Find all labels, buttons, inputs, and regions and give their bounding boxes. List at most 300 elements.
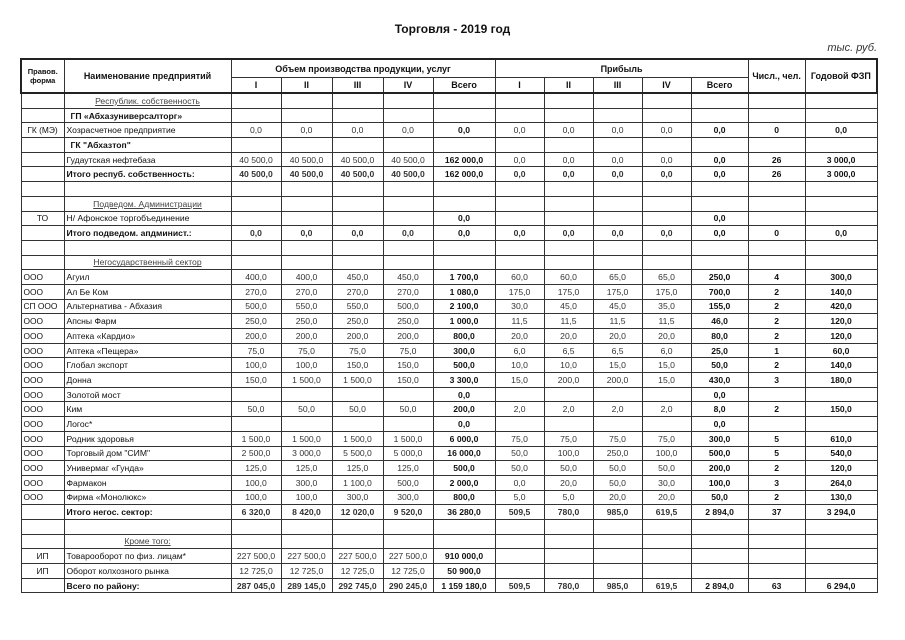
value-cell: 0,0 [433,226,495,241]
table-row [21,519,877,534]
value-cell: 75,0 [383,343,433,358]
value-cell: 150,0 [383,358,433,373]
company-name-cell: Оборот колхозного рынка [64,564,231,579]
value-cell: 2 [748,284,805,299]
value-cell [593,138,642,153]
value-cell [433,93,495,108]
value-cell: 36 280,0 [433,505,495,520]
legal-form-cell: ООО [21,461,64,476]
value-cell [231,93,281,108]
value-cell: 2,0 [495,402,544,417]
value-cell: 100,0 [642,446,691,461]
value-cell: 509,5 [495,505,544,520]
value-cell [281,255,332,270]
header-profit: Прибыль [495,59,748,78]
value-cell [593,196,642,211]
value-cell [383,211,433,226]
value-cell: 0,0 [281,123,332,138]
value-cell: 20,0 [593,329,642,344]
value-cell: 985,0 [593,505,642,520]
value-cell: 0,0 [231,226,281,241]
table-row [21,182,877,197]
value-cell: 500,0 [433,358,495,373]
value-cell [593,182,642,197]
value-cell: 0,0 [691,152,748,167]
value-cell: 3 000,0 [281,446,332,461]
value-cell [691,240,748,255]
value-cell [642,240,691,255]
table-row [21,299,877,314]
volume-quarter-header: II [281,78,332,94]
company-name-cell: Фармакон [64,475,231,490]
value-cell [748,417,805,432]
value-cell [748,182,805,197]
value-cell: 130,0 [805,490,877,505]
value-cell [593,387,642,402]
value-cell [593,519,642,534]
value-cell: 26 [748,152,805,167]
value-cell: 175,0 [495,284,544,299]
value-cell [642,417,691,432]
trade-table [20,58,878,593]
value-cell [332,182,383,197]
value-cell: 227 500,0 [281,549,332,564]
value-cell [281,108,332,123]
value-cell: 300,0 [383,490,433,505]
value-cell: 65,0 [642,270,691,285]
value-cell: 5,0 [495,490,544,505]
legal-form-cell [21,138,64,153]
value-cell [805,182,877,197]
value-cell: 0,0 [642,167,691,182]
value-cell: 120,0 [805,461,877,476]
value-cell [231,534,281,549]
value-cell: 40 500,0 [332,152,383,167]
value-cell [805,108,877,123]
value-cell [642,211,691,226]
value-cell: 0,0 [691,167,748,182]
value-cell: 0,0 [495,123,544,138]
value-cell: 550,0 [281,299,332,314]
value-cell [544,108,593,123]
value-cell [281,211,332,226]
table-row [21,284,877,299]
value-cell [544,93,593,108]
value-cell [805,417,877,432]
value-cell: 400,0 [231,270,281,285]
value-cell: 2 000,0 [433,475,495,490]
value-cell: 1 100,0 [332,475,383,490]
table-row [21,387,877,402]
value-cell [332,534,383,549]
value-cell: 20,0 [544,329,593,344]
company-name-cell: Донна [64,373,231,388]
company-name-cell: Н/ Афонское торгобъединение [64,211,231,226]
value-cell [805,387,877,402]
value-cell [332,196,383,211]
value-cell: 5 000,0 [383,446,433,461]
legal-form-cell [21,578,64,593]
value-cell: 200,0 [231,329,281,344]
value-cell [281,196,332,211]
value-cell: 65,0 [593,270,642,285]
value-cell: 0,0 [544,167,593,182]
company-name-cell: Итого негос. сектор: [64,505,231,520]
value-cell: 2 [748,402,805,417]
company-name-cell: Родник здоровья [64,431,231,446]
value-cell [231,196,281,211]
value-cell: 300,0 [433,343,495,358]
company-name-cell: Республик. собственность [64,93,231,108]
value-cell: 50,0 [691,358,748,373]
value-cell: 619,5 [642,578,691,593]
value-cell [281,387,332,402]
value-cell [642,138,691,153]
table-row [21,461,877,476]
value-cell [593,255,642,270]
table-row [21,240,877,255]
value-cell [642,93,691,108]
value-cell [805,549,877,564]
value-cell: 0,0 [544,123,593,138]
value-cell [495,564,544,579]
value-cell [544,182,593,197]
profit-quarter-header: II [544,78,593,94]
value-cell: 0,0 [433,211,495,226]
value-cell [495,387,544,402]
value-cell [231,240,281,255]
value-cell: 250,0 [281,314,332,329]
value-cell: 200,0 [383,329,433,344]
value-cell [383,534,433,549]
value-cell: 0,0 [495,226,544,241]
company-name-cell: Золотой мост [64,387,231,402]
value-cell: 0,0 [593,226,642,241]
value-cell: 5 [748,446,805,461]
profit-quarter-header: Всего [691,78,748,94]
value-cell: 45,0 [593,299,642,314]
value-cell [433,519,495,534]
value-cell [642,387,691,402]
value-cell: 100,0 [691,475,748,490]
company-name-cell: Торговый дом "СИМ" [64,446,231,461]
value-cell: 0,0 [691,226,748,241]
value-cell [748,240,805,255]
value-cell: 12 725,0 [332,564,383,579]
value-cell: 3 300,0 [433,373,495,388]
value-cell [544,211,593,226]
value-cell: 6 000,0 [433,431,495,446]
company-name-cell [64,519,231,534]
value-cell [281,534,332,549]
value-cell: 300,0 [281,475,332,490]
value-cell: 800,0 [433,329,495,344]
value-cell [593,534,642,549]
value-cell: 420,0 [805,299,877,314]
value-cell [805,196,877,211]
value-cell: 0,0 [642,226,691,241]
value-cell [642,534,691,549]
value-cell: 75,0 [593,431,642,446]
value-cell [748,138,805,153]
value-cell: 80,0 [691,329,748,344]
value-cell [748,255,805,270]
value-cell: 75,0 [642,431,691,446]
value-cell: 227 500,0 [383,549,433,564]
legal-form-cell: ООО [21,402,64,417]
value-cell [495,182,544,197]
value-cell: 75,0 [231,343,281,358]
units-label: тыс. руб. [827,42,877,54]
legal-form-cell: ТО [21,211,64,226]
value-cell: 50,0 [231,402,281,417]
value-cell: 0,0 [593,167,642,182]
value-cell: 5,0 [544,490,593,505]
value-cell: 50,0 [495,446,544,461]
value-cell: 20,0 [642,329,691,344]
company-name-cell: Универмаг «Гунда» [64,461,231,476]
value-cell: 155,0 [691,299,748,314]
value-cell: 15,0 [593,358,642,373]
value-cell: 12 725,0 [281,564,332,579]
value-cell: 0,0 [593,123,642,138]
company-name-cell [64,182,231,197]
company-name-cell: Глобал экспорт [64,358,231,373]
value-cell: 0,0 [433,123,495,138]
legal-form-cell [21,167,64,182]
value-cell: 162 000,0 [433,152,495,167]
value-cell [433,534,495,549]
value-cell: 430,0 [691,373,748,388]
value-cell: 10,0 [495,358,544,373]
value-cell [495,93,544,108]
value-cell: 610,0 [805,431,877,446]
company-name-cell: Негосударственный сектор [64,255,231,270]
table-row [21,490,877,505]
value-cell [231,211,281,226]
legal-form-cell: ООО [21,490,64,505]
company-name-cell: Всего по району: [64,578,231,593]
value-cell [691,182,748,197]
value-cell: 20,0 [642,490,691,505]
legal-form-cell [21,182,64,197]
value-cell: 20,0 [593,490,642,505]
legal-form-cell: ИП [21,549,64,564]
value-cell [642,519,691,534]
table-row [21,152,877,167]
value-cell: 6,5 [593,343,642,358]
value-cell: 0,0 [593,152,642,167]
value-cell: 227 500,0 [231,549,281,564]
legal-form-cell [21,152,64,167]
value-cell: 3 000,0 [805,167,877,182]
value-cell: 0,0 [433,417,495,432]
value-cell: 250,0 [383,314,433,329]
value-cell [433,138,495,153]
value-cell: 500,0 [433,461,495,476]
value-cell: 450,0 [383,270,433,285]
value-cell: 180,0 [805,373,877,388]
value-cell: 0,0 [495,167,544,182]
table-row [21,343,877,358]
legal-form-cell: ООО [21,373,64,388]
value-cell [642,196,691,211]
value-cell: 50,0 [691,490,748,505]
value-cell: 500,0 [231,299,281,314]
legal-form-cell [21,534,64,549]
value-cell: 910 000,0 [433,549,495,564]
value-cell: 0,0 [433,387,495,402]
value-cell: 227 500,0 [332,549,383,564]
value-cell [433,255,495,270]
value-cell: 1 500,0 [281,431,332,446]
value-cell [748,519,805,534]
value-cell: 2 [748,461,805,476]
value-cell: 500,0 [691,446,748,461]
profit-quarter-header: I [495,78,544,94]
volume-quarter-header: I [231,78,281,94]
value-cell: 200,0 [593,373,642,388]
company-name-cell: Апсны Фарм [64,314,231,329]
value-cell: 40 500,0 [383,167,433,182]
value-cell: 75,0 [544,431,593,446]
company-name-cell: Итого подведом. апдминист.: [64,226,231,241]
table-row [21,255,877,270]
value-cell: 0,0 [691,211,748,226]
value-cell: 40 500,0 [281,167,332,182]
value-cell [748,108,805,123]
value-cell: 200,0 [332,329,383,344]
value-cell: 6,0 [495,343,544,358]
value-cell: 125,0 [332,461,383,476]
table-row [21,549,877,564]
value-cell [231,255,281,270]
value-cell: 0,0 [281,226,332,241]
value-cell [495,549,544,564]
value-cell: 30,0 [642,475,691,490]
company-name-cell: Агуил [64,270,231,285]
value-cell: 140,0 [805,284,877,299]
value-cell: 16 000,0 [433,446,495,461]
value-cell [383,182,433,197]
value-cell: 270,0 [231,284,281,299]
value-cell: 1 500,0 [332,431,383,446]
value-cell: 11,5 [495,314,544,329]
value-cell: 200,0 [544,373,593,388]
value-cell [281,138,332,153]
value-cell: 800,0 [433,490,495,505]
value-cell [281,519,332,534]
value-cell [805,564,877,579]
value-cell [231,519,281,534]
value-cell [748,549,805,564]
value-cell: 6 320,0 [231,505,281,520]
company-name-cell: Хозрасчетное предприятие [64,123,231,138]
value-cell [495,138,544,153]
value-cell: 400,0 [281,270,332,285]
value-cell: 1 000,0 [433,314,495,329]
value-cell [593,211,642,226]
value-cell: 140,0 [805,358,877,373]
legal-form-cell [21,226,64,241]
volume-quarter-header: IV [383,78,433,94]
value-cell: 0,0 [383,123,433,138]
table-row [21,475,877,490]
value-cell [748,196,805,211]
value-cell: 45,0 [544,299,593,314]
value-cell: 40 500,0 [383,152,433,167]
value-cell: 11,5 [593,314,642,329]
document-title: Торговля - 2019 год [394,22,511,36]
value-cell: 0,0 [691,387,748,402]
value-cell [642,182,691,197]
value-cell: 75,0 [332,343,383,358]
value-cell: 300,0 [332,490,383,505]
value-cell: 780,0 [544,578,593,593]
value-cell: 5 500,0 [332,446,383,461]
value-cell [691,549,748,564]
value-cell: 270,0 [383,284,433,299]
value-cell: 60,0 [495,270,544,285]
value-cell [642,255,691,270]
value-cell [383,417,433,432]
value-cell [748,387,805,402]
value-cell: 100,0 [231,475,281,490]
value-cell: 63 [748,578,805,593]
value-cell: 20,0 [544,475,593,490]
company-name-cell: Гудаутская нефтебаза [64,152,231,167]
value-cell: 15,0 [495,373,544,388]
value-cell: 125,0 [281,461,332,476]
value-cell [332,387,383,402]
company-name-cell: Аптека «Пещера» [64,343,231,358]
value-cell: 10,0 [544,358,593,373]
value-cell: 3 000,0 [805,152,877,167]
table-row [21,578,877,593]
value-cell: 0,0 [805,226,877,241]
value-cell [691,519,748,534]
value-cell [433,240,495,255]
table-row [21,534,877,549]
value-cell [544,240,593,255]
value-cell: 150,0 [231,373,281,388]
value-cell: 40 500,0 [231,152,281,167]
table-row [21,167,877,182]
value-cell: 50,0 [383,402,433,417]
value-cell: 2 [748,490,805,505]
value-cell: 0,0 [495,152,544,167]
value-cell [383,93,433,108]
value-cell [383,108,433,123]
value-cell [433,196,495,211]
value-cell [805,240,877,255]
table-row [21,93,877,108]
value-cell: 200,0 [433,402,495,417]
value-cell [231,387,281,402]
value-cell: 35,0 [642,299,691,314]
value-cell: 0,0 [495,475,544,490]
value-cell: 3 294,0 [805,505,877,520]
value-cell: 37 [748,505,805,520]
value-cell: 6 294,0 [805,578,877,593]
value-cell [495,534,544,549]
value-cell: 9 520,0 [383,505,433,520]
value-cell: 6,0 [642,343,691,358]
value-cell: 0,0 [805,123,877,138]
legal-form-cell: ООО [21,284,64,299]
value-cell: 500,0 [383,475,433,490]
value-cell [281,417,332,432]
